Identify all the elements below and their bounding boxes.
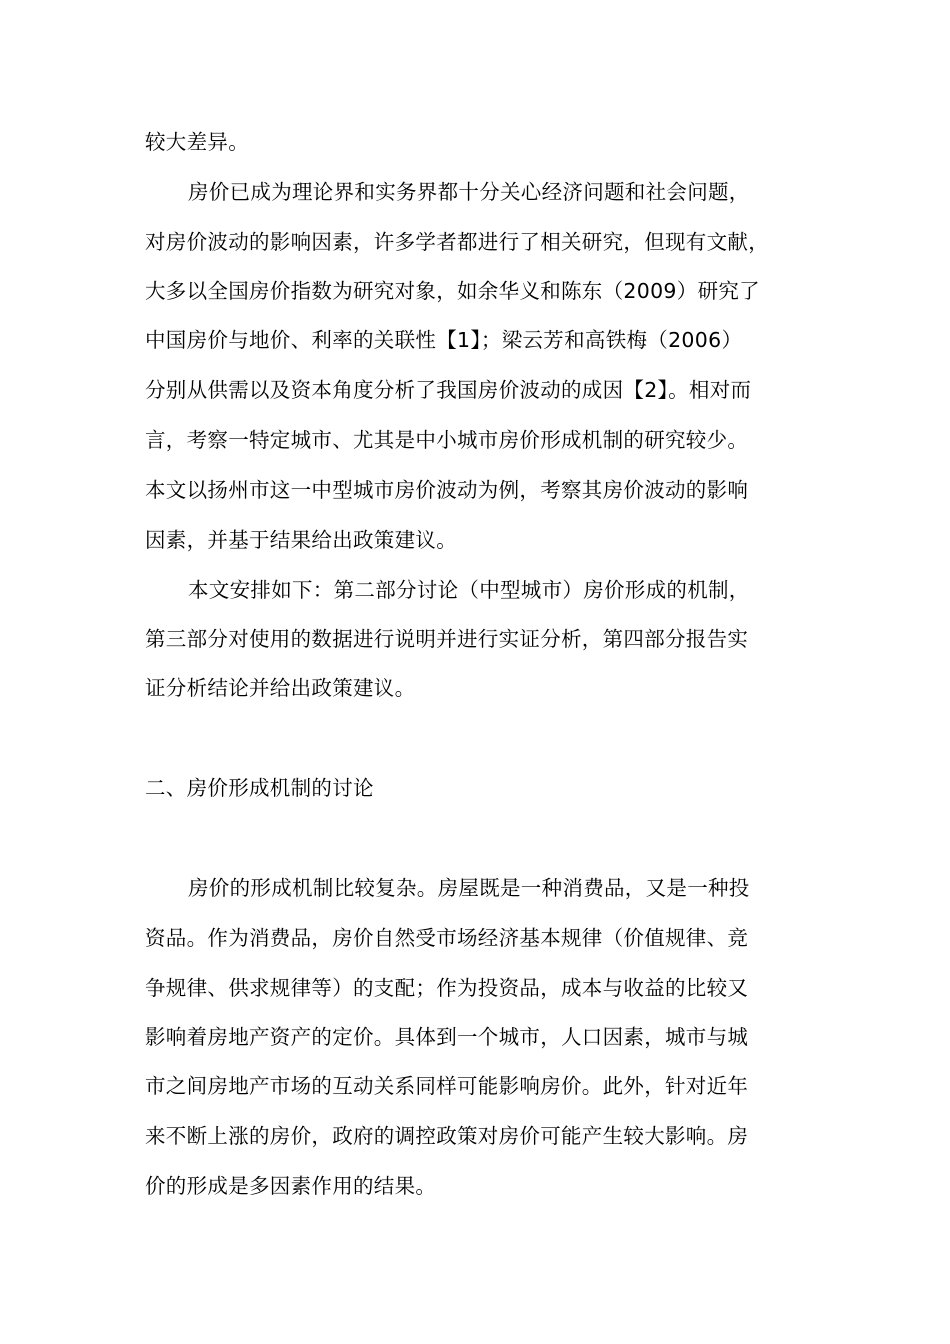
paragraph-4-line-5: 市之间房地产市场的互动关系同样可能影响房价。此外，针对近年 (145, 1074, 749, 1098)
paragraph-2-line-2: 对房价波动的影响因素，许多学者都进行了相关研究，但现有文献， (145, 230, 769, 254)
paragraph-4-line-3: 争规律、供求规律等）的支配；作为投资品，成本与收益的比较又 (145, 976, 749, 1000)
paragraph-1-line-1: 较大差异。 (145, 130, 249, 154)
paragraph-3-line-2: 第三部分对使用的数据进行说明并进行实证分析，第四部分报告实 (145, 627, 749, 651)
paragraph-2-line-3: 大多以全国房价指数为研究对象，如余华义和陈东（2009）研究了 (145, 279, 760, 303)
section-heading: 二、房价形成机制的讨论 (145, 776, 374, 800)
paragraph-2-line-5: 分别从供需以及资本角度分析了我国房价波动的成因【2】。相对而 (145, 378, 752, 402)
paragraph-4-line-2: 资品。作为消费品，房价自然受市场经济基本规律（价值规律、竞 (145, 926, 749, 950)
paragraph-4-line-6: 来不断上涨的房价，政府的调控政策对房价可能产生较大影响。房 (145, 1124, 749, 1148)
paragraph-4-line-7: 价的形成是多因素作用的结果。 (145, 1174, 437, 1198)
paragraph-4-line-1: 房价的形成机制比较复杂。房屋既是一种消费品，又是一种投 (188, 876, 750, 900)
paragraph-2-line-7: 本文以扬州市这一中型城市房价波动为例，考察其房价波动的影响 (145, 478, 749, 502)
paragraph-3-line-1: 本文安排如下：第二部分讨论（中型城市）房价形成的机制， (188, 578, 750, 602)
paragraph-3-line-3: 证分析结论并给出政策建议。 (145, 676, 416, 700)
paragraph-2-line-4: 中国房价与地价、利率的关联性【1】；梁云芳和高铁梅（2006） (145, 328, 743, 352)
paragraph-2-line-8: 因素，并基于结果给出政策建议。 (145, 528, 457, 552)
paragraph-2-line-6: 言，考察一特定城市、尤其是中小城市房价形成机制的研究较少。 (145, 428, 749, 452)
paragraph-4-line-4: 影响着房地产资产的定价。具体到一个城市，人口因素，城市与城 (145, 1025, 749, 1049)
paragraph-2-line-1: 房价已成为理论界和实务界都十分关心经济问题和社会问题， (188, 180, 750, 204)
